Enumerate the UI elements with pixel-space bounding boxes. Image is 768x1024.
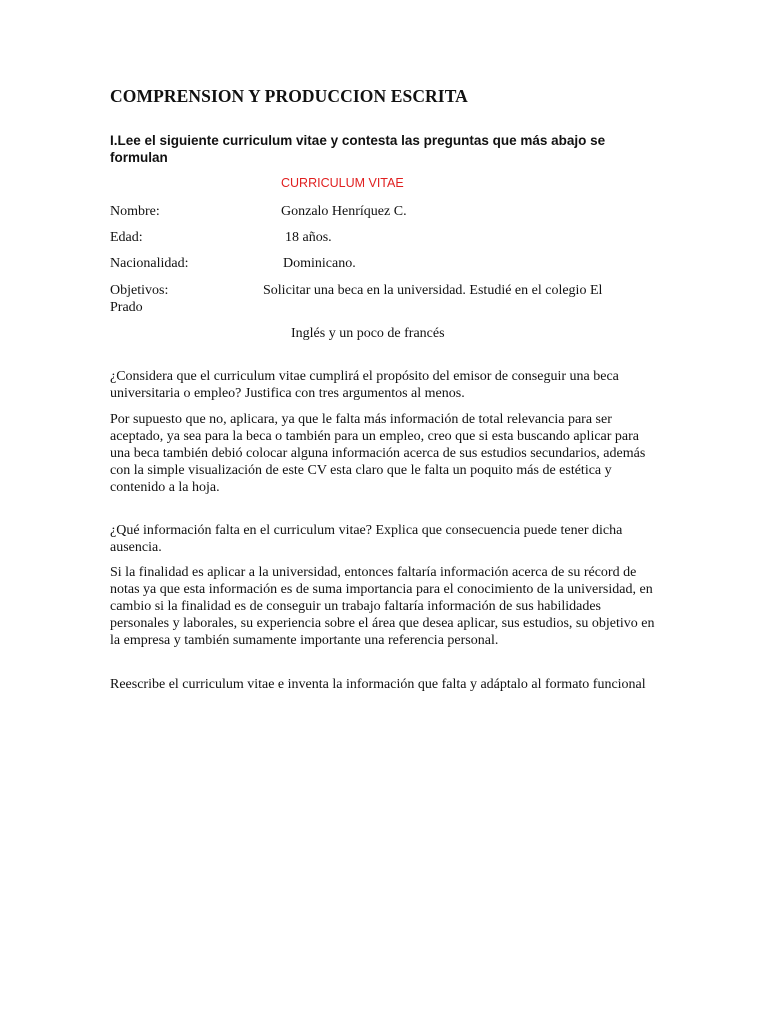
nacionalidad-label: Nacionalidad: — [110, 256, 189, 271]
answer-1: Por supuesto que no, aplicara, ya que le falta más información de total relevancia para ser aceptado, ya sea para la beca o también para un empleo, creo que si esta buscando aplicar para una beca también debió colocar alguna información acerca de sus estudios secundarios, además con la simple visualización de este CV esta claro que le falta un poquito más de estética y contenido a la hoja. — [110, 412, 646, 495]
nombre-label: Nombre: — [110, 204, 160, 219]
objetivos-value: Solicitar una beca en la universidad. Estudié en el colegio El — [263, 283, 603, 298]
instruction-text: I.Lee el siguiente curriculum vitae y contesta las preguntas que más abajo se formulan — [110, 133, 606, 165]
edad-value: 18 años. — [285, 230, 332, 245]
question-3: Reescribe el curriculum vitae e inventa la información que falta y adáptalo al formato funcional — [110, 677, 646, 692]
question-1: ¿Considera que el curriculum vitae cumplirá el propósito del emisor de conseguir una beca universitaria o empleo? Justifica con tres argumentos al menos. — [110, 369, 619, 401]
document-title: COMPRENSION Y PRODUCCION ESCRITA — [110, 86, 468, 106]
objetivos-label: Objetivos: — [110, 283, 169, 298]
nacionalidad-value: Dominicano. — [283, 256, 356, 271]
idiomas-line: Inglés y un poco de francés — [291, 326, 445, 341]
objetivos-continuation: Prado — [110, 300, 143, 315]
answer-2: Si la finalidad es aplicar a la universidad, entonces faltaría información acerca de su récord de notas ya que esta información es de suma importancia para el conocimiento de la universidad, en cambio si la finalidad es de conseguir un trabajo faltaría información de sus habilidades personales y laborales, su experiencia sobre el área que desea aplicar, sus estudios, su objetivo en la empresa y también sumamente importante una referencia personal. — [110, 565, 655, 648]
edad-label: Edad: — [110, 230, 143, 245]
question-2: ¿Qué información falta en el curriculum vitae? Explica que consecuencia puede tener dicha ausencia. — [110, 523, 623, 555]
cv-heading: CURRICULUM VITAE — [281, 176, 404, 190]
nombre-value: Gonzalo Henríquez C. — [281, 204, 407, 219]
